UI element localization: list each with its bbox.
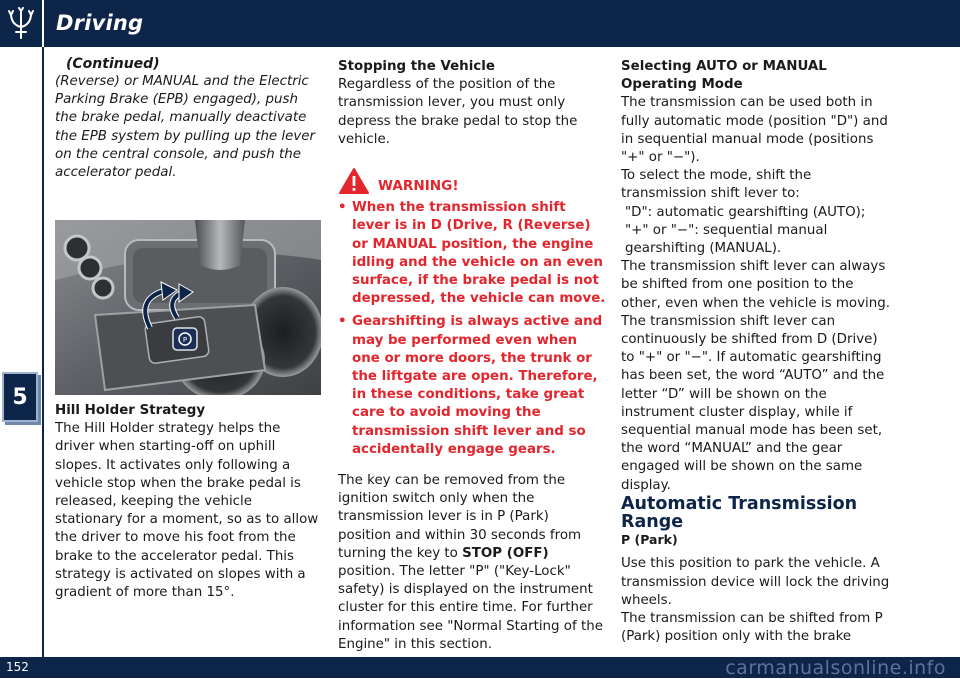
left-margin-strip (0, 47, 44, 657)
trident-logo-icon (0, 0, 44, 47)
page-footer (0, 657, 960, 678)
hill-holder-text: The Hill Holder strategy helps the driver when starting-off on uphill slopes. It activates only following a vehicle stop when the brake pedal is released, keeping the vehicle stationary for a moment, so as to allow the driver to move his foot from the brake to the accelerator pedal. This strategy is activated on slopes with a gradient of more than 15°. (55, 421, 319, 601)
warning-triangle-icon (338, 167, 370, 195)
column-3 (621, 58, 891, 647)
section-title: Driving (56, 11, 144, 35)
column-2 (338, 58, 606, 654)
watermark: carmanualsonline.info (725, 657, 946, 679)
warning-label: WARNING! (378, 178, 459, 195)
key-removal-text (338, 472, 606, 654)
page-header (0, 0, 960, 47)
selecting-p4: "+" or "−": sequential manual gearshifting (MANUAL). (625, 222, 828, 257)
continued-text: (Reverse) or MANUAL and the Electric Parking Brake (EPB) engaged), push the brake pedal, manually deactivate the EPB system by pulling up the lever on the central console, and push the accelerator pedal. (55, 74, 316, 181)
key-text-bold: STOP (OFF) (462, 545, 549, 561)
stopping-heading: Stopping the Vehicle (338, 59, 495, 74)
continued-label: (Continued) (66, 56, 160, 72)
selecting-p5: The transmission shift lever can always be shifted from one position to the other, even when the vehicle is moving. (621, 259, 891, 311)
page-number: 152 (6, 660, 29, 674)
key-text-before: The key can be removed from the ignition switch only when the transmission lever is in P (Park) position and within 30 seconds from turning the key to (338, 473, 582, 561)
warning-item: • Gearshifting is always active and may be performed even when one or more doors, the trunk or the liftgate are open. Therefore, in these conditions, take great care to avoid moving the transmission shift lever and so accidentally engage gears. (338, 313, 606, 459)
column-1 (55, 56, 323, 182)
selecting-p3: "D": automatic gearshifting (AUTO); (625, 204, 866, 220)
center-console-photo (55, 220, 321, 395)
hill-holder-heading: Hill Holder Strategy (55, 403, 206, 418)
selecting-p6: The transmission shift lever can continuously be shifted from D (Drive) to "+" or "−". If automatic gearshifting has been set, the word “AUTO” and the letter “D” will be shown on the instrument cluster display, while if sequential manual mode has been set, the word “MANUAL” and the gear engaged will be shown on the same display. (621, 313, 885, 493)
selecting-heading: Selecting AUTO or MANUAL Operating Mode (621, 59, 827, 93)
chapter-tab: 5 (2, 372, 38, 422)
key-text-after: position. The letter "P" ("Key-Lock" safety) is displayed on the instrument cluster for this entire time. For further information see "Normal Starting of the Engine" in this section. (338, 564, 603, 652)
selecting-p2: To select the mode, shift the transmission shift lever to: (621, 168, 812, 202)
range-title: Automatic Transmission Range (621, 493, 858, 533)
hill-holder-section (55, 402, 323, 602)
svg-text:P: P (182, 336, 188, 344)
stopping-text: Regardless of the position of the transmission lever, you must only depress the brake pedal to stop the vehicle. (338, 77, 578, 147)
park-heading: P (Park) (621, 532, 678, 548)
warning-list (338, 199, 606, 459)
warning-item: • When the transmission shift lever is in D (Drive, R (Reverse) or MANUAL position, the engine idling and the vehicle on an even surface, if the brake pedal is not depressed, the vehicle can move. (338, 199, 606, 308)
park-p2: The transmission can be shifted from P (Park) position only with the brake (621, 611, 883, 645)
selecting-p1: The transmission can be used both in fully automatic mode (position "D") and in sequential manual mode (positions "+" or "−"). (621, 95, 888, 166)
warning-header (338, 167, 606, 195)
park-p1: Use this position to park the vehicle. A transmission device will lock the driving wheels. (621, 556, 890, 608)
